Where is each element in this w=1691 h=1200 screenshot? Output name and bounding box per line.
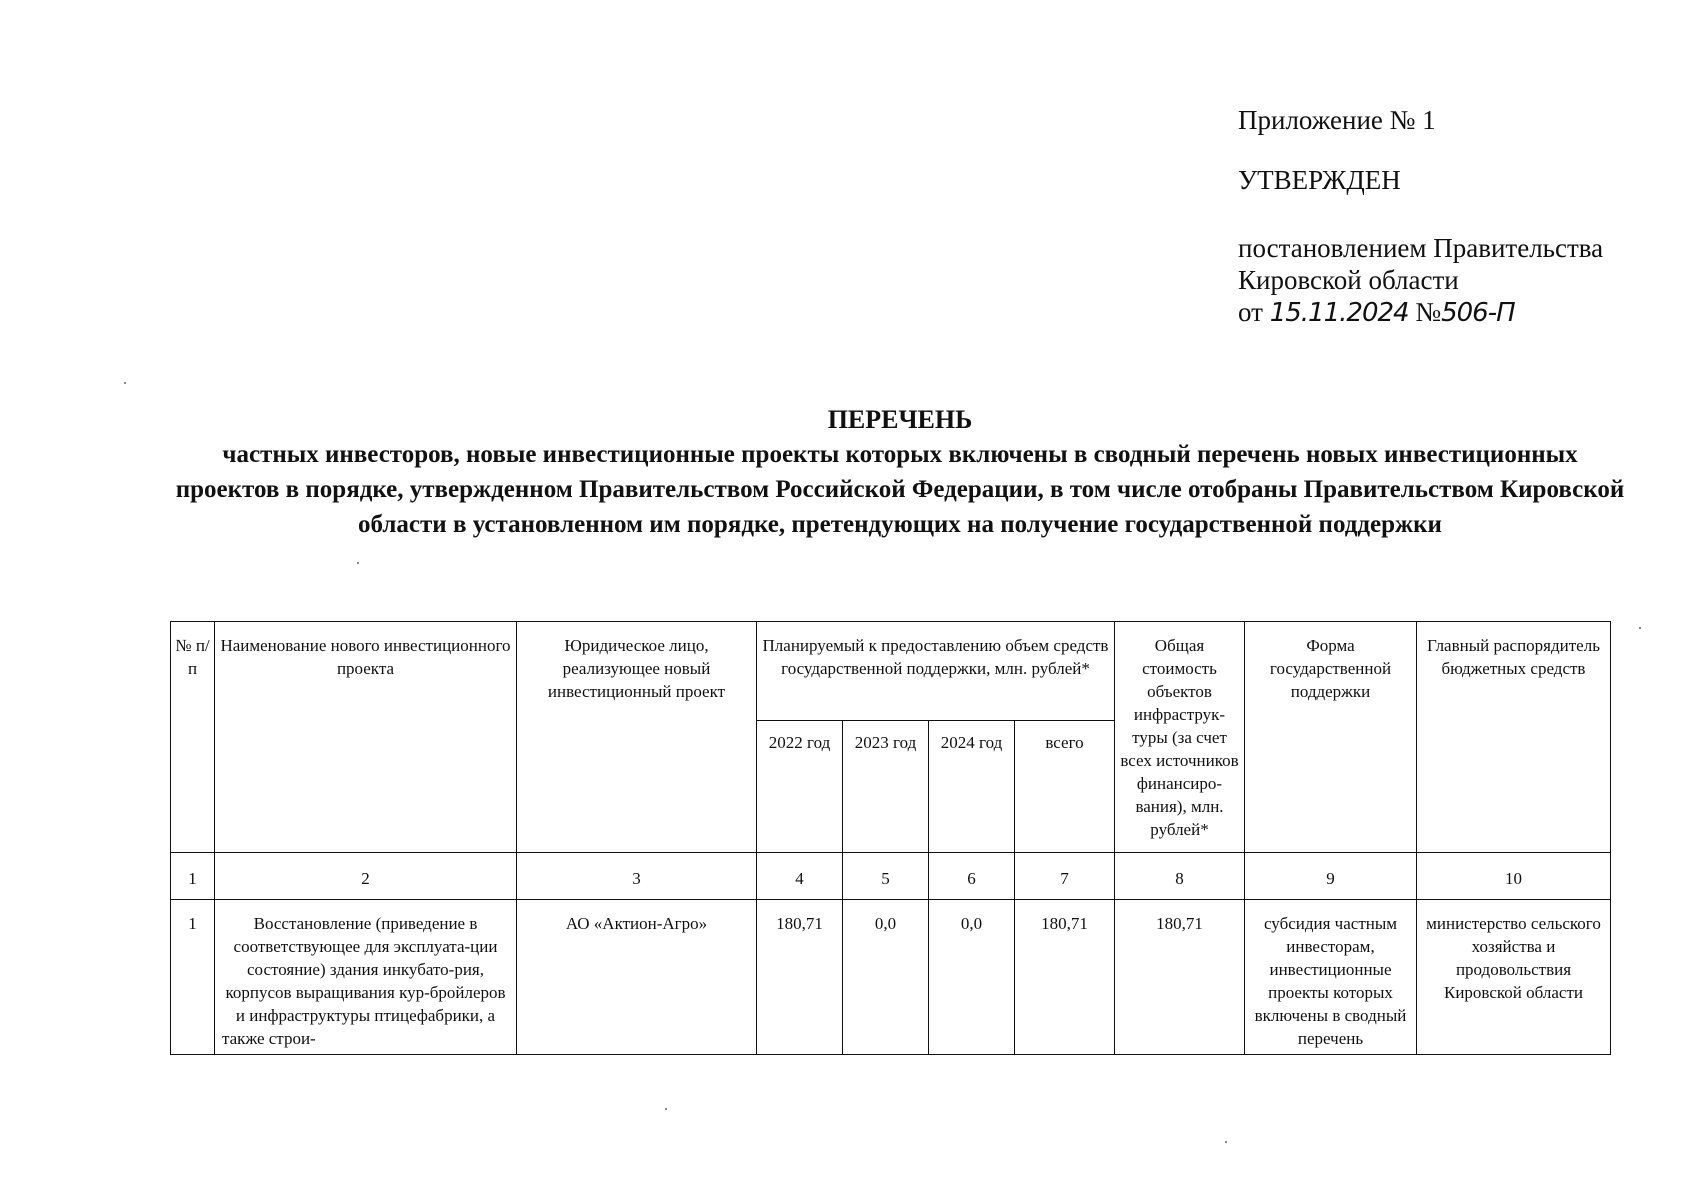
title-main: ПЕРЕЧЕНЬ (827, 405, 973, 434)
amount-2024: 0,0 (929, 900, 1015, 1055)
column-number: 2 (215, 853, 517, 900)
column-number: 9 (1245, 853, 1417, 900)
column-number: 7 (1015, 853, 1115, 900)
approval-block (1238, 104, 1678, 329)
header-manager: Главный распорядитель бюджетных средств (1417, 622, 1611, 853)
support-form: субсидия частным инвесторам, инвестиционные проекты которых включены в сводный перечень (1245, 900, 1417, 1055)
resolution-date-line (1238, 296, 1678, 329)
scan-speck (124, 382, 126, 384)
header-year-2023: 2023 год (843, 721, 929, 853)
header-year-2024: 2024 год (929, 721, 1015, 853)
legal-entity: АО «Актион-Агро» (517, 900, 757, 1055)
header-total: всего (1015, 721, 1115, 853)
handwritten-number: 506-П (1441, 298, 1515, 328)
column-number: 4 (757, 853, 843, 900)
column-number: 5 (843, 853, 929, 900)
column-number: 6 (929, 853, 1015, 900)
column-number: 8 (1115, 853, 1245, 900)
date-prefix: от (1238, 297, 1263, 327)
column-number: 10 (1417, 853, 1611, 900)
scan-speck (1639, 627, 1641, 629)
project-name: Восстановление (приведение в соответствующее для эксплуата-ции состояние) здания инкубато-рия, корпусов выращивания кур-бройлеров и инфраструктуры птицефабрики, а также строи- (215, 900, 517, 1055)
budget-manager: министерство сельского хозяйства и продовольствия Кировской области (1417, 900, 1611, 1055)
amount-2023: 0,0 (843, 900, 929, 1055)
header-name: Наименование нового инвестиционного проекта (215, 622, 517, 853)
scan-speck (1225, 1141, 1227, 1143)
header-cost: Общая стоимость объектов инфраструк-туры (за счет всех источников финансиро-вания), млн. рублей* (1115, 622, 1245, 853)
amount-total: 180,71 (1015, 900, 1115, 1055)
row-num: 1 (171, 900, 215, 1055)
column-number-row (171, 853, 1611, 900)
investors-table (170, 621, 1611, 1055)
header-form: Форма государственной поддержки (1245, 622, 1417, 853)
header-year-2022: 2022 год (757, 721, 843, 853)
approved-by-line-1: постановлением Правительства (1238, 233, 1604, 263)
header-entity: Юридическое лицо, реализующее новый инвестиционный проект (517, 622, 757, 853)
column-number: 1 (171, 853, 215, 900)
header-num: № п/п (171, 622, 215, 853)
approved-by-line-2: Кировской области (1238, 265, 1459, 295)
handwritten-date: 15.11.2024 (1269, 298, 1409, 328)
number-sign: № (1415, 297, 1442, 327)
column-number: 3 (517, 853, 757, 900)
scan-speck (357, 562, 359, 564)
appendix-label: Приложение № 1 (1238, 105, 1436, 135)
header-row-1 (171, 622, 1611, 721)
approved-label: УТВЕРЖДЕН (1238, 165, 1401, 195)
infrastructure-cost: 180,71 (1115, 900, 1245, 1055)
document-title (170, 402, 1630, 542)
header-planned: Планируемый к предоставлению объем средств государственной поддержки, млн. рублей* (757, 622, 1115, 721)
scan-speck (665, 1108, 667, 1110)
amount-2022: 180,71 (757, 900, 843, 1055)
title-subtitle: частных инвесторов, новые инвестиционные проекты которых включены в сводный перечень новых инвестиционных проектов в порядке, утвержденном Правительством Российской Федерации, в том числе отобраны Правительством Кировской области в установленном им порядке, претендующих на получение государственной поддержки (175, 441, 1625, 538)
table-row (171, 900, 1611, 1055)
